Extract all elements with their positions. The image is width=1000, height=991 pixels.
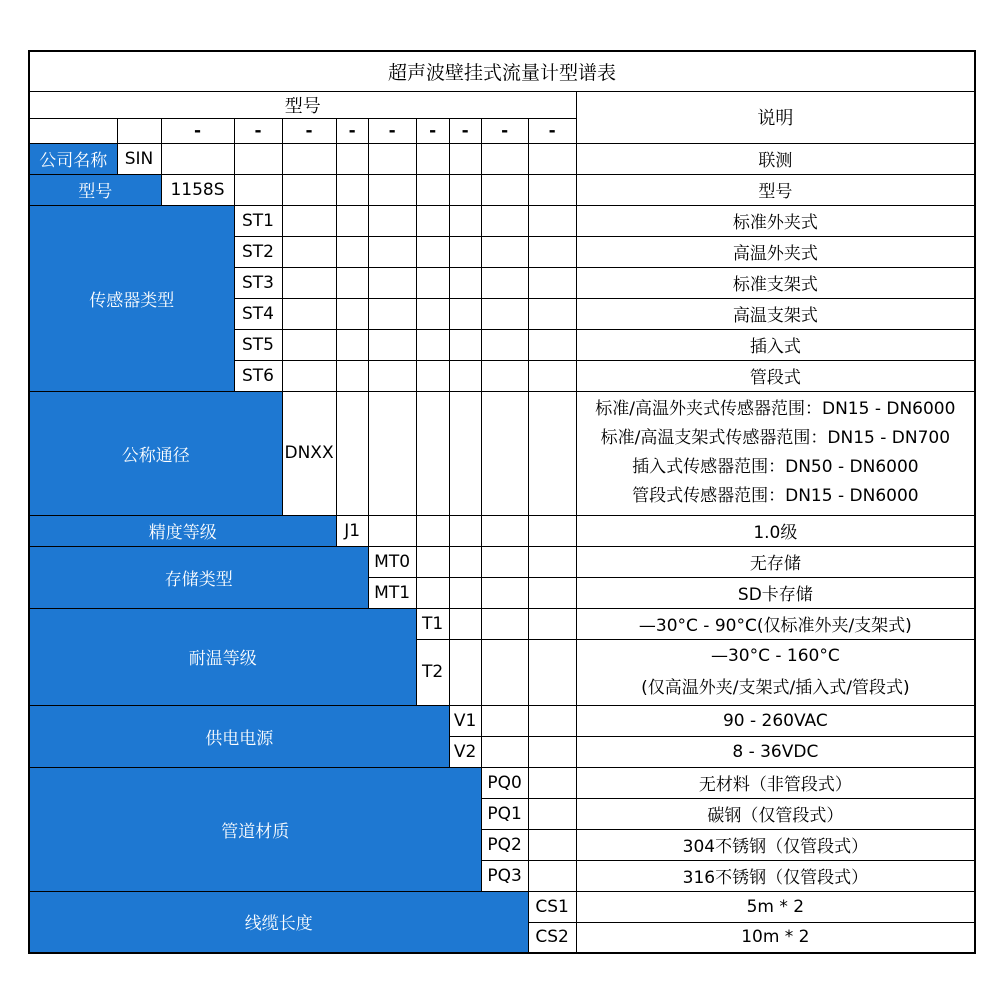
empty-cell: [449, 391, 481, 515]
desc-cell: 10m * 2: [576, 922, 975, 953]
description-header: 说明: [576, 91, 975, 143]
empty-cell: [528, 829, 576, 860]
dash-cell: -: [234, 118, 282, 143]
empty-cell: [336, 174, 368, 205]
empty-cell: [449, 360, 481, 391]
empty-cell: [368, 236, 416, 267]
empty-cell: [117, 118, 161, 143]
desc-cell: [576, 391, 975, 515]
empty-cell: [336, 298, 368, 329]
empty-cell: [481, 298, 528, 329]
empty-cell: [528, 298, 576, 329]
desc-line: 标准/高温外夹式传感器范围：DN15 - DN6000: [595, 399, 956, 419]
category-cable-length: 线缆长度: [29, 891, 528, 953]
desc-cell: 插入式: [576, 329, 975, 360]
empty-cell: [336, 205, 368, 236]
desc-cell: 1.0级: [576, 515, 975, 546]
desc-line: (仅高温外夹/支架式/插入式/管段式): [641, 678, 910, 698]
empty-cell: [416, 577, 449, 608]
empty-cell: [528, 639, 576, 705]
desc-cell: 型号: [576, 174, 975, 205]
empty-cell: [528, 577, 576, 608]
desc-cell: —30°C - 90°C(仅标准外夹/支架式): [576, 608, 975, 639]
desc-line: 标准/高温支架式传感器范围：DN15 - DN700: [600, 428, 951, 448]
code-cell-v1: V1: [449, 705, 481, 736]
desc-cell: 标准外夹式: [576, 205, 975, 236]
empty-cell: [416, 267, 449, 298]
empty-cell: [336, 360, 368, 391]
dash-cell: -: [481, 118, 528, 143]
empty-cell: [528, 267, 576, 298]
code-cell-st1: ST1: [234, 205, 282, 236]
empty-cell: [528, 736, 576, 767]
code-cell-pq3: PQ3: [481, 860, 528, 891]
empty-cell: [336, 143, 368, 174]
empty-cell: [416, 236, 449, 267]
desc-cell: SD卡存储: [576, 577, 975, 608]
code-cell-dnxx: DNXX: [282, 391, 336, 515]
empty-cell: [481, 705, 528, 736]
desc-cell: [576, 639, 975, 705]
empty-cell: [368, 267, 416, 298]
empty-cell: [234, 174, 282, 205]
empty-cell: [416, 205, 449, 236]
empty-cell: [528, 205, 576, 236]
empty-cell: [449, 143, 481, 174]
empty-cell: [161, 143, 234, 174]
empty-cell: [481, 608, 528, 639]
dash-cell: -: [161, 118, 234, 143]
empty-cell: [528, 515, 576, 546]
code-cell-t2: T2: [416, 639, 449, 705]
desc-cell: 管段式: [576, 360, 975, 391]
empty-cell: [449, 298, 481, 329]
empty-cell: [481, 143, 528, 174]
empty-cell: [336, 391, 368, 515]
code-cell-mt1: MT1: [368, 577, 416, 608]
dash-cell: -: [282, 118, 336, 143]
empty-cell: [449, 608, 481, 639]
empty-cell: [528, 360, 576, 391]
code-cell-cs2: CS2: [528, 922, 576, 953]
empty-cell: [282, 205, 336, 236]
empty-cell: [449, 546, 481, 577]
empty-cell: [449, 577, 481, 608]
empty-cell: [416, 174, 449, 205]
empty-cell: [336, 267, 368, 298]
code-cell-st4: ST4: [234, 298, 282, 329]
desc-cell: 304不锈钢（仅管段式）: [576, 829, 975, 860]
empty-cell: [368, 143, 416, 174]
empty-cell: [368, 515, 416, 546]
code-cell-t1: T1: [416, 608, 449, 639]
category-temperature: 耐温等级: [29, 608, 416, 705]
empty-cell: [481, 174, 528, 205]
empty-cell: [449, 267, 481, 298]
empty-cell: [29, 118, 117, 143]
empty-cell: [368, 360, 416, 391]
empty-cell: [282, 236, 336, 267]
category-model: 型号: [29, 174, 161, 205]
empty-cell: [449, 515, 481, 546]
code-cell-1158s: 1158S: [161, 174, 234, 205]
spec-table: [28, 50, 976, 954]
empty-cell: [449, 639, 481, 705]
desc-cell: 联测: [576, 143, 975, 174]
desc-cell: 8 - 36VDC: [576, 736, 975, 767]
empty-cell: [528, 329, 576, 360]
empty-cell: [282, 143, 336, 174]
empty-cell: [481, 515, 528, 546]
category-storage: 存储类型: [29, 546, 368, 608]
empty-cell: [336, 236, 368, 267]
empty-cell: [481, 205, 528, 236]
desc-line: —30°C - 160°C: [710, 646, 840, 666]
code-cell-pq2: PQ2: [481, 829, 528, 860]
desc-cell: 316不锈钢（仅管段式）: [576, 860, 975, 891]
empty-cell: [481, 267, 528, 298]
empty-cell: [481, 236, 528, 267]
code-cell-st6: ST6: [234, 360, 282, 391]
empty-cell: [528, 546, 576, 577]
empty-cell: [368, 329, 416, 360]
empty-cell: [528, 705, 576, 736]
desc-line: 管段式传感器范围：DN15 - DN6000: [632, 486, 919, 506]
empty-cell: [368, 174, 416, 205]
desc-cell: 无存储: [576, 546, 975, 577]
code-cell-st5: ST5: [234, 329, 282, 360]
empty-cell: [282, 360, 336, 391]
empty-cell: [481, 360, 528, 391]
empty-cell: [481, 391, 528, 515]
category-sensor-type: 传感器类型: [29, 205, 234, 391]
empty-cell: [368, 391, 416, 515]
empty-cell: [416, 329, 449, 360]
code-cell-pq1: PQ1: [481, 798, 528, 829]
desc-cell: 碳钢（仅管段式）: [576, 798, 975, 829]
code-cell-j1: J1: [336, 515, 368, 546]
empty-cell: [528, 236, 576, 267]
empty-cell: [481, 546, 528, 577]
empty-cell: [449, 174, 481, 205]
empty-cell: [528, 391, 576, 515]
dash-cell: -: [368, 118, 416, 143]
desc-line: 插入式传感器范围：DN50 - DN6000: [632, 457, 919, 477]
empty-cell: [282, 329, 336, 360]
empty-cell: [449, 205, 481, 236]
desc-cell: 90 - 260VAC: [576, 705, 975, 736]
category-nominal-diameter: 公称通径: [29, 391, 282, 515]
empty-cell: [528, 798, 576, 829]
desc-cell: 高温外夹式: [576, 236, 975, 267]
spec-sheet: [28, 50, 976, 954]
empty-cell: [528, 860, 576, 891]
code-cell-mt0: MT0: [368, 546, 416, 577]
empty-cell: [336, 329, 368, 360]
empty-cell: [416, 515, 449, 546]
empty-cell: [528, 143, 576, 174]
empty-cell: [416, 298, 449, 329]
page-title: 超声波壁挂式流量计型谱表: [29, 51, 975, 91]
dash-cell: -: [336, 118, 368, 143]
model-header: 型号: [29, 91, 576, 118]
empty-cell: [449, 236, 481, 267]
empty-cell: [528, 608, 576, 639]
category-company: 公司名称: [29, 143, 117, 174]
code-cell-st2: ST2: [234, 236, 282, 267]
category-pipe-material: 管道材质: [29, 767, 481, 891]
empty-cell: [481, 639, 528, 705]
empty-cell: [416, 360, 449, 391]
empty-cell: [416, 546, 449, 577]
category-accuracy: 精度等级: [29, 515, 336, 546]
code-cell-st3: ST3: [234, 267, 282, 298]
code-cell-sin: SIN: [117, 143, 161, 174]
dash-cell: -: [449, 118, 481, 143]
empty-cell: [481, 736, 528, 767]
empty-cell: [481, 577, 528, 608]
code-cell-pq0: PQ0: [481, 767, 528, 798]
empty-cell: [416, 143, 449, 174]
empty-cell: [416, 391, 449, 515]
desc-cell: 高温支架式: [576, 298, 975, 329]
empty-cell: [528, 767, 576, 798]
code-cell-cs1: CS1: [528, 891, 576, 922]
desc-cell: 5m * 2: [576, 891, 975, 922]
empty-cell: [234, 143, 282, 174]
empty-cell: [282, 298, 336, 329]
empty-cell: [282, 174, 336, 205]
empty-cell: [282, 267, 336, 298]
empty-cell: [449, 329, 481, 360]
desc-cell: 无材料（非管段式）: [576, 767, 975, 798]
empty-cell: [481, 329, 528, 360]
dash-cell: -: [528, 118, 576, 143]
empty-cell: [368, 298, 416, 329]
dash-cell: -: [416, 118, 449, 143]
empty-cell: [528, 174, 576, 205]
category-power-supply: 供电电源: [29, 705, 449, 767]
desc-cell: 标准支架式: [576, 267, 975, 298]
code-cell-v2: V2: [449, 736, 481, 767]
empty-cell: [368, 205, 416, 236]
